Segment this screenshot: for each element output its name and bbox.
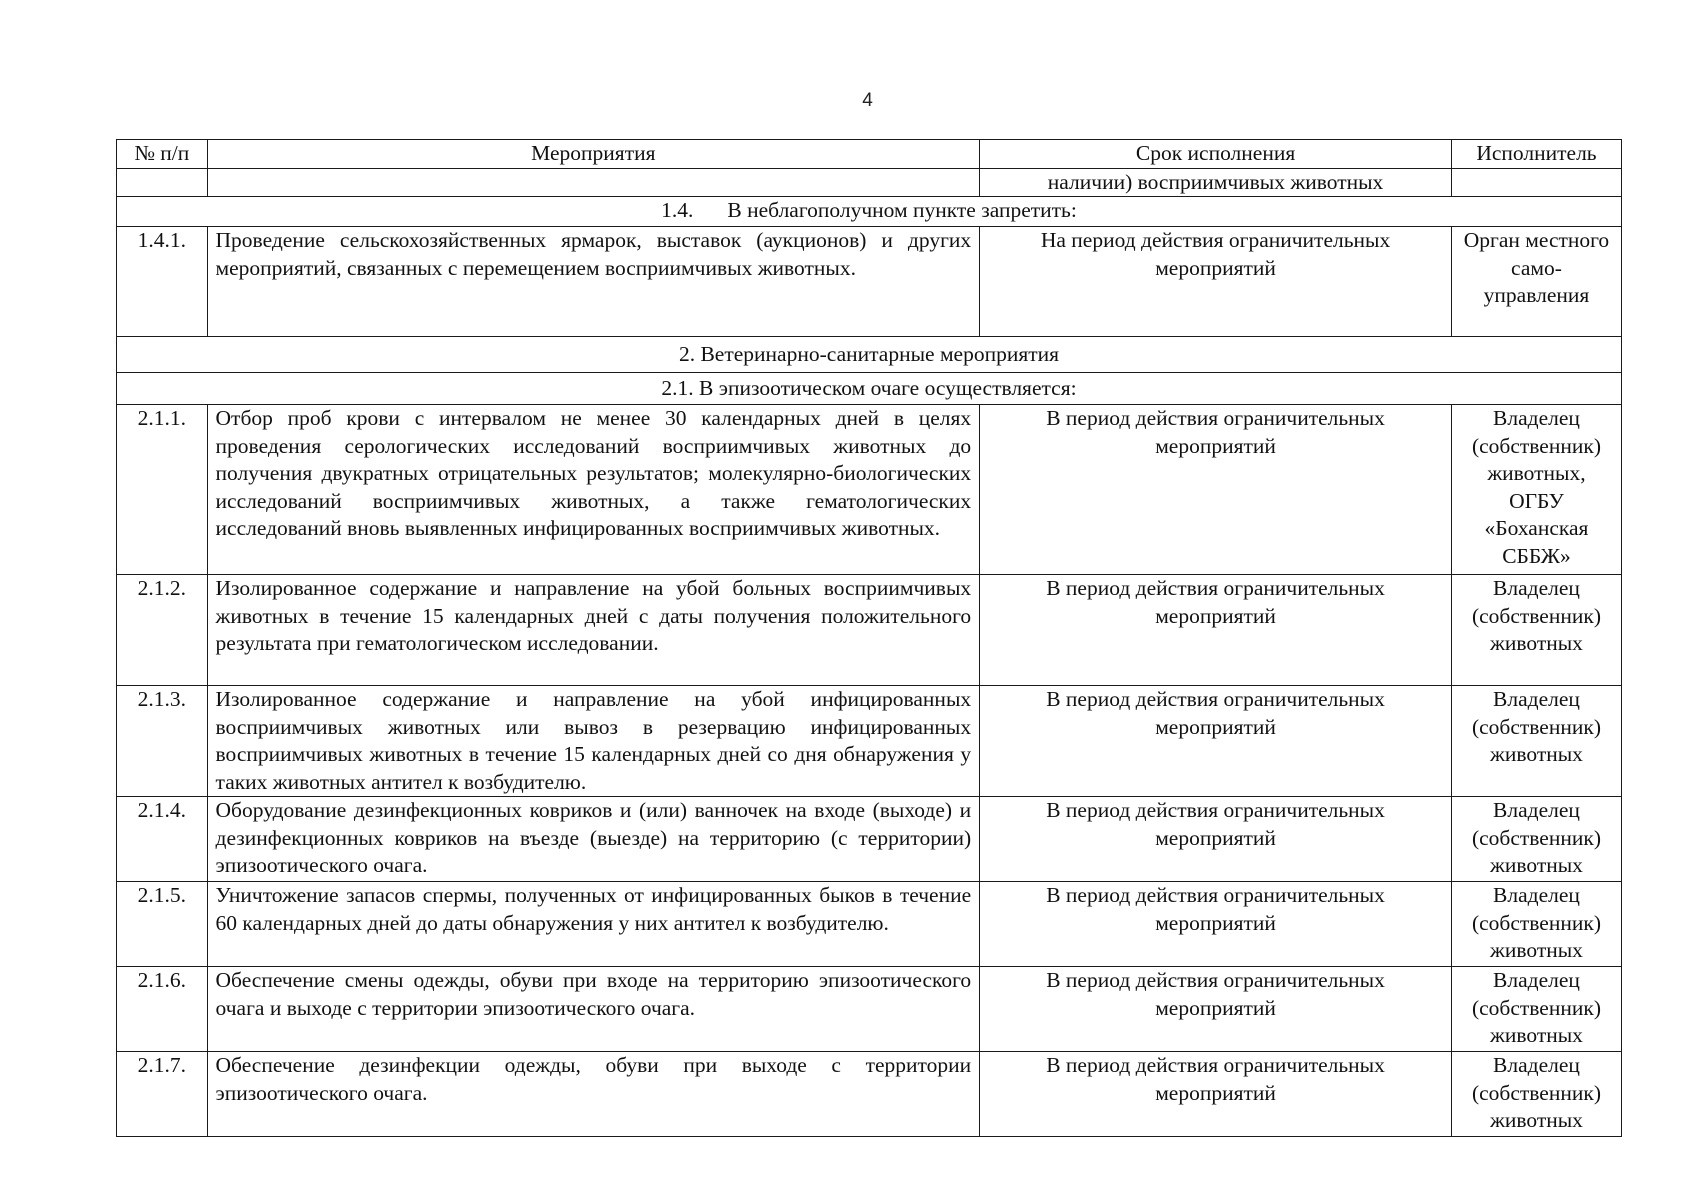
row-number: 2.1.1. [117, 405, 208, 575]
header-executor: Исполнитель [1451, 140, 1621, 169]
table-row [117, 967, 1622, 1052]
table-header-row [117, 140, 1622, 169]
table-row [117, 686, 1622, 797]
subsection-number: 1.4. [661, 198, 694, 222]
row-number: 2.1.3. [117, 686, 208, 797]
row-number: 2.1.4. [117, 797, 208, 882]
row-activity: Обеспечение смены одежды, обуви при входе на территорию эпизоотического очага и выходе с территории эпизоотического очага. [207, 967, 980, 1052]
section-row [117, 337, 1622, 373]
row-number: 1.4.1. [117, 227, 208, 337]
row-term: В период действия ограничительных мероприятий [980, 575, 1452, 686]
measures-table [116, 139, 1622, 1137]
row-executor: Владелец (собственник) животных [1451, 1052, 1621, 1137]
table-row [117, 1052, 1622, 1137]
row-term: В период действия ограничительных мероприятий [980, 967, 1452, 1052]
page-number: 4 [862, 90, 873, 111]
row-executor: Орган местного само-управления [1451, 227, 1621, 337]
subsection-1-4 [117, 197, 1622, 227]
subsection-text: В неблагополучном пункте запретить: [727, 198, 1077, 222]
section-heading: 2. Ветеринарно-санитарные мероприятия [117, 337, 1622, 373]
row-executor: Владелец (собственник) животных [1451, 686, 1621, 797]
row-executor: Владелец (собственник) животных [1451, 575, 1621, 686]
subsection-row [117, 373, 1622, 405]
table-row [117, 405, 1622, 575]
row-number: 2.1.5. [117, 882, 208, 967]
header-activities: Мероприятия [207, 140, 980, 169]
continuation-executor [1451, 168, 1621, 197]
row-term: В период действия ограничительных мероприятий [980, 882, 1452, 967]
row-executor: Владелец (собственник) животных [1451, 797, 1621, 882]
row-number: 2.1.6. [117, 967, 208, 1052]
row-activity: Уничтожение запасов спермы, полученных от инфицированных быков в течение 60 календарных дней до даты обнаружения у них антител к возбудителю. [207, 882, 980, 967]
row-activity: Проведение сельскохозяйственных ярмарок, выставок (аукционов) и других мероприятий, связанных с перемещением восприимчивых животных. [207, 227, 980, 337]
row-executor: Владелец (собственник) животных [1451, 967, 1621, 1052]
row-term: В период действия ограничительных мероприятий [980, 405, 1452, 575]
row-term: В период действия ограничительных мероприятий [980, 797, 1452, 882]
row-activity: Отбор проб крови с интервалом не менее 30 календарных дней в целях проведения серологических исследований восприимчивых животных до получения двукратных отрицательных результатов; молекулярно-биологических исследований восприимчивых животных, а также гематологических исследований вновь выявленных инфицированных восприимчивых животных. [207, 405, 980, 575]
subsection-2-1: 2.1. В эпизоотическом очаге осуществляется: [117, 373, 1622, 405]
row-term: На период действия ограничительных мероприятий [980, 227, 1452, 337]
row-activity: Обеспечение дезинфекции одежды, обуви при выходе с территории эпизоотического очага. [207, 1052, 980, 1137]
row-number: 2.1.7. [117, 1052, 208, 1137]
table-row [117, 227, 1622, 337]
continuation-number [117, 168, 208, 197]
row-term: В период действия ограничительных мероприятий [980, 1052, 1452, 1137]
row-number: 2.1.2. [117, 575, 208, 686]
row-executor: Владелец (собственник) животных, ОГБУ «Боханская СББЖ» [1451, 405, 1621, 575]
table-row [117, 575, 1622, 686]
row-activity: Изолированное содержание и направление на убой инфицированных восприимчивых животных или вывоз в резервацию инфицированных восприимчивых животных в течение 15 календарных дней со дня обнаружения у таких животных антител к возбудителю. [207, 686, 980, 797]
header-number: № п/п [117, 140, 208, 169]
row-activity: Оборудование дезинфекционных ковриков и (или) ванночек на входе (выходе) и дезинфекционных ковриков на въезде (выезде) на территорию (с территории) эпизоотического очага. [207, 797, 980, 882]
continuation-activity [207, 168, 980, 197]
subsection-row [117, 197, 1622, 227]
row-executor: Владелец (собственник) животных [1451, 882, 1621, 967]
continuation-row [117, 168, 1622, 197]
continuation-term: наличии) восприимчивых животных [980, 168, 1452, 197]
table-row [117, 797, 1622, 882]
table-row [117, 882, 1622, 967]
row-activity: Изолированное содержание и направление на убой больных восприимчивых животных в течение 15 календарных дней с даты получения положительного результата при гематологическом исследовании. [207, 575, 980, 686]
row-term: В период действия ограничительных мероприятий [980, 686, 1452, 797]
header-term: Срок исполнения [980, 140, 1452, 169]
